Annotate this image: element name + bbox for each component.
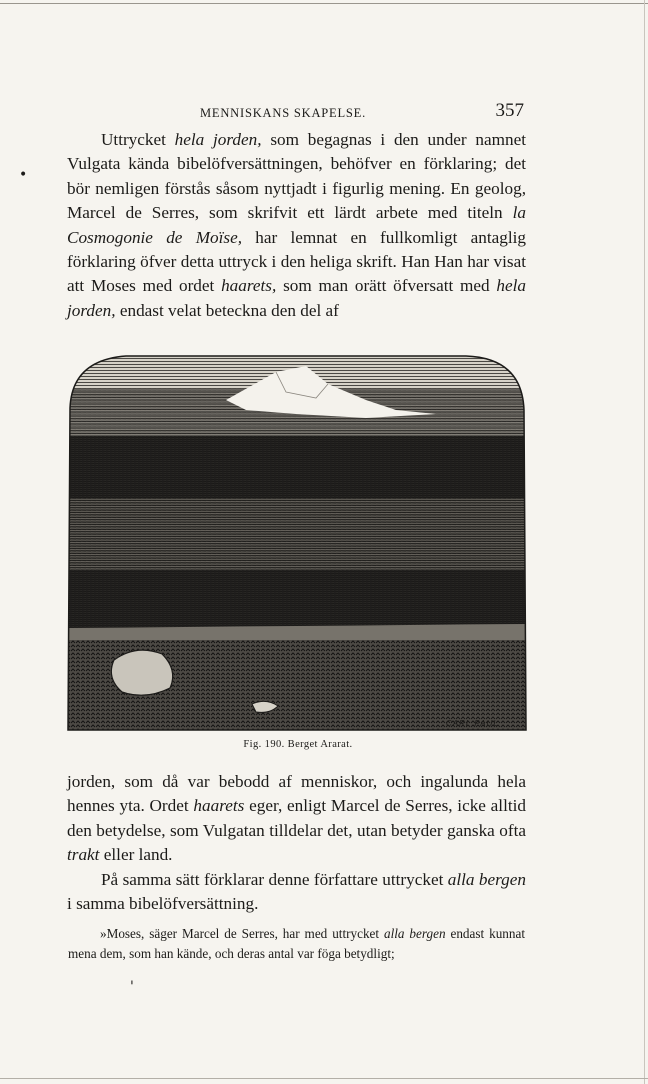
emphasis: haarets,: [221, 276, 277, 296]
page-number: 357: [495, 100, 524, 121]
page-top-rule: [0, 3, 648, 4]
emphasis: trakt: [67, 845, 100, 865]
margin-dot: •: [19, 167, 28, 183]
artist-signature: CARL PAUL: [446, 719, 499, 728]
emphasis: alla bergen: [383, 926, 446, 941]
page-bottom-rule: [0, 1078, 648, 1079]
engraving-mount-ararat: [66, 348, 528, 734]
emphasis: haarets: [193, 796, 245, 816]
emphasis: hela jorden,: [174, 130, 262, 149]
page-edge: [644, 0, 645, 1084]
figure-caption: Fig. 190. Berget Ararat.: [243, 739, 353, 750]
paragraph: Uttrycket hela jorden, som begagnas i den under namnet Vulgata kända bibelöfversättningen, behöfver en förklaring; det bör nemligen förstås såsom nyttjadt i figurlig mening. En geolog, Marcel de Serres, som skrifvit ett lärdt arbete med titeln la Cosmogonie de Moïse, har lemnat en fullkomligt antaglig förklaring öfver detta uttryck i den heliga skrift. Han Han har visat att Moses med ordet haarets, som man orätt öfversatt med hela jorden, endast velat beteckna den del af: [67, 130, 527, 320]
emphasis: hela jorden,: [67, 276, 526, 320]
footnote-text: »Moses, säger Marcel de Serres, har med uttrycket alla bergen endast kunnat mena dem, som han kände, och deras antal var föga betydligt;: [68, 926, 525, 961]
emphasis: alla bergen: [447, 869, 527, 889]
body-text-bottom: [67, 770, 526, 916]
paragraph: jorden, som då var bebodd af menniskor, och ingalunda hela hennes yta. Ordet haarets eger, enligt Marcel de Serres, icke alltid den betydelse, som Vulgatan tilldelar det, utan betyder ganska ofta trakt eller land.: [67, 772, 526, 865]
running-head: MENNISKANS SKAPELSE.: [200, 106, 367, 120]
page-header: [68, 100, 528, 124]
body-text-top: [67, 128, 526, 323]
margin-mark: ': [130, 979, 134, 995]
paragraph: På samma sätt förklarar denne författare uttrycket alla bergen i samma bibelöfversättning.: [67, 869, 527, 914]
emphasis: la Cosmogonie de Moïse,: [67, 203, 526, 247]
footnote: [68, 924, 525, 964]
engraving-illustration: [66, 348, 528, 734]
